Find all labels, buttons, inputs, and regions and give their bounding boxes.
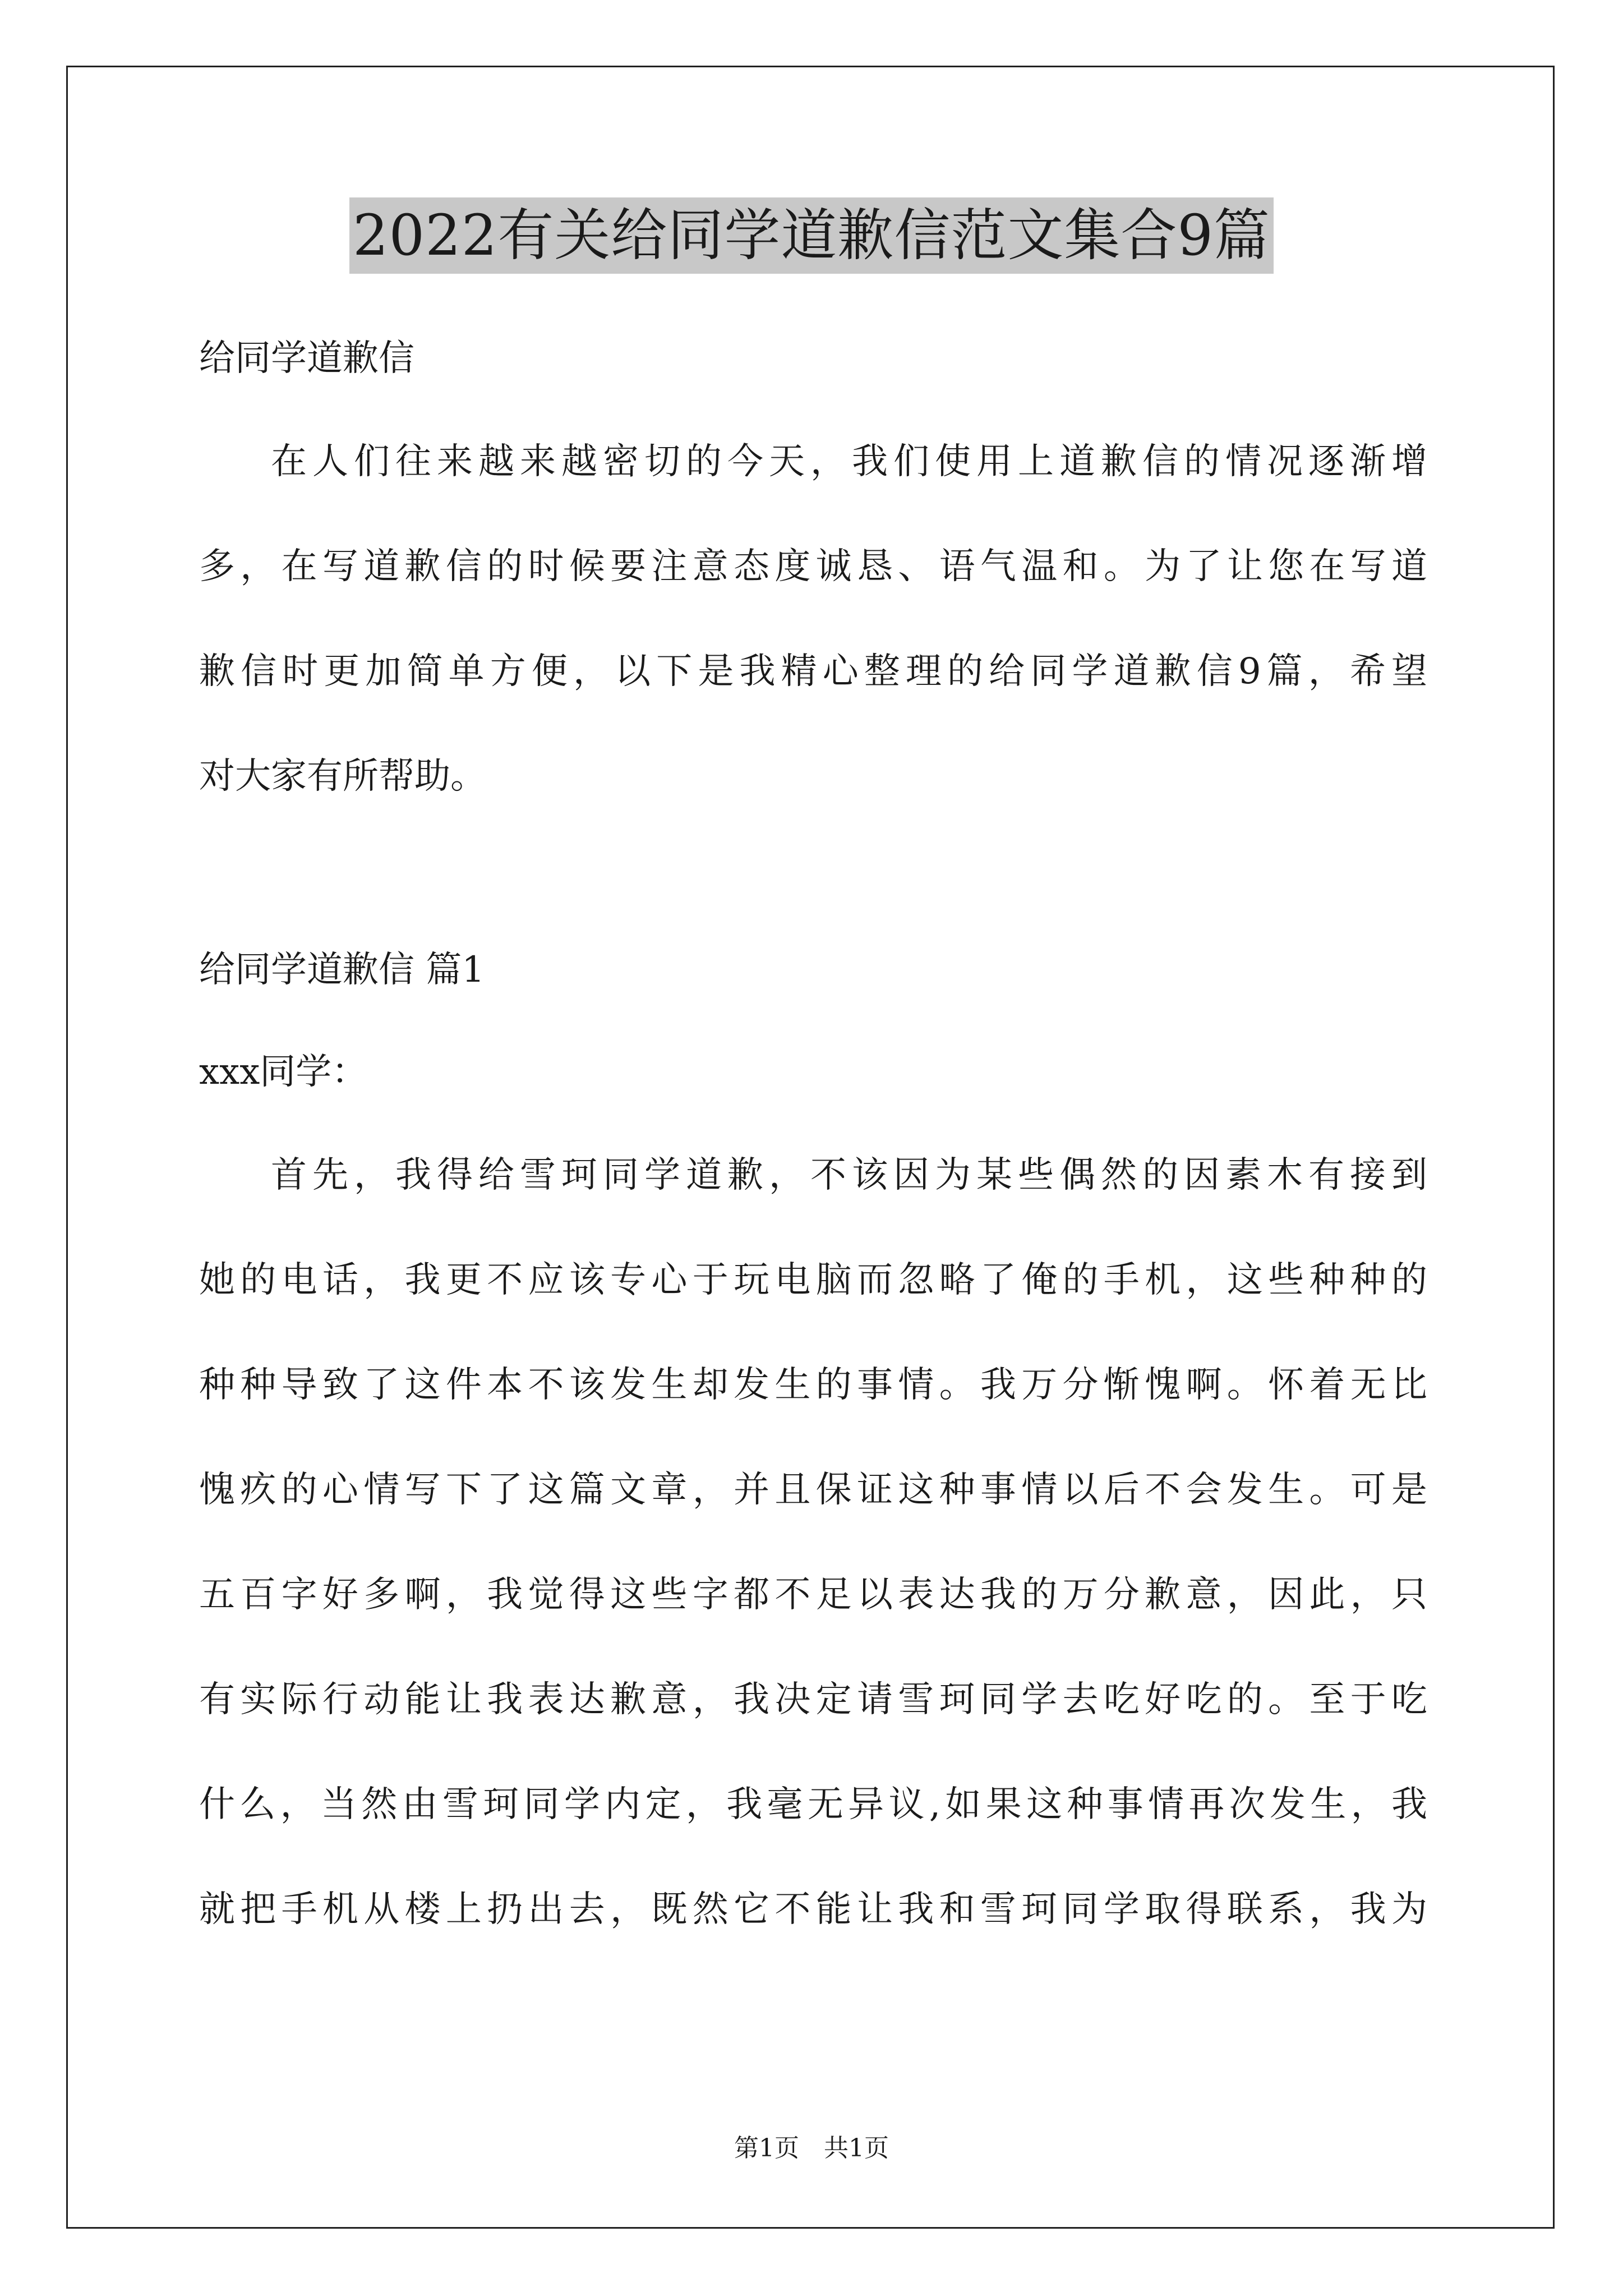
intro-paragraph (199, 409, 1427, 829)
title-container (0, 197, 1623, 274)
intro-line: 多，在写道歉信的时候要注意态度诚恳、语气温和。为了让您在写道 (199, 546, 1427, 587)
document-title: 2022有关给同学道歉信范文集合9篇 (349, 197, 1274, 274)
section-heading: 给同学道歉信 (199, 338, 414, 379)
body-line: 她的电话，我更不应该专心于玩电脑而忽略了俺的手机，这些种种的 (199, 1259, 1427, 1301)
body-line: 愧疚的心情写下了这篇文章，并且保证这种事情以后不会发生。可是 (199, 1469, 1427, 1511)
intro-line: 歉信时更加简单方便，以下是我精心整理的给同学道歉信9篇，希望 (199, 651, 1427, 692)
spacer (199, 829, 1427, 919)
body-line: 种种导致了这件本不该发生却发生的事情。我万分惭愧啊。怀着无比 (199, 1364, 1427, 1406)
body-line: 五百字好多啊，我觉得这些字都不足以表达我的万分歉意，因此，只 (199, 1574, 1427, 1616)
intro-line: 对大家有所帮助。 (199, 756, 486, 797)
salutation: xxx同学： (199, 1051, 368, 1093)
body-line: 首先，我得给雪珂同学道歉，不该因为某些偶然的因素木有接到 (271, 1154, 1427, 1196)
body-line: 就把手机从楼上扔出去，既然它不能让我和雪珂同学取得联系，我为 (199, 1889, 1427, 1930)
body-line: 有实际行动能让我表达歉意，我决定请雪珂同学去吃好吃的。至于吃 (199, 1679, 1427, 1720)
page-number: 第1页 共1页 (734, 2134, 889, 2162)
intro-line: 在人们往来越来越密切的今天，我们使用上道歉信的情况逐渐增 (271, 441, 1427, 482)
letter-paragraph (199, 1123, 1427, 1962)
body-line: 什么，当然由雪珂同学内定，我毫无异议,如果这种事情再次发生，我 (199, 1784, 1427, 1825)
document-body (199, 307, 1427, 1962)
chapter-heading: 给同学道歉信 篇1 (199, 949, 485, 991)
page-footer (0, 2132, 1623, 2165)
